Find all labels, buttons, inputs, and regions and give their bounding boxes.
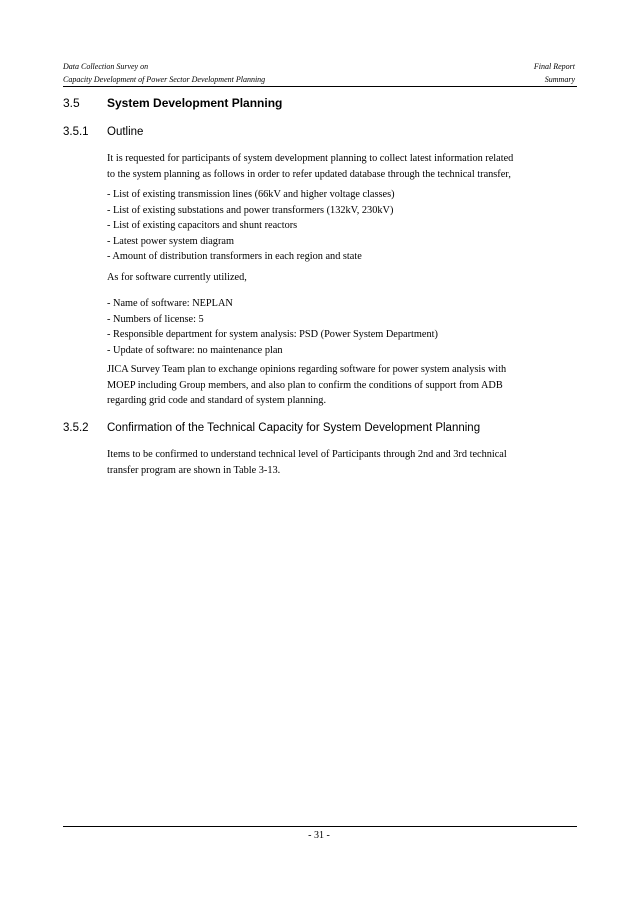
list-item: - List of existing substations and power transformers (132kV, 230kV) [107, 204, 394, 216]
header-report-type: Final Report [533, 62, 575, 71]
paragraph-line: JICA Survey Team plan to exchange opinions regarding software for power system analysis with [107, 364, 507, 375]
list-item: - Name of software: NEPLAN [107, 298, 233, 309]
software-list [107, 296, 575, 358]
subsection-number: 3.5.1 [63, 126, 89, 138]
paragraph-line: It is requested for participants of system development planning to collect latest information related [107, 153, 514, 164]
paragraph-line: Items to be confirmed to understand technical level of Participants through 2nd and 3rd technical [107, 449, 507, 460]
data-request-list [107, 187, 575, 265]
subsection-heading-outline [63, 124, 143, 140]
software-intro [107, 270, 575, 286]
subsection-title: Outline [107, 126, 144, 138]
list-item: - List of existing capacitors and shunt reactors [107, 220, 298, 232]
header-rule [63, 86, 577, 87]
paragraph-line: transfer program are shown in Table 3-13. [107, 464, 281, 476]
outline-intro-paragraph [107, 151, 575, 182]
jica-paragraph [107, 362, 575, 409]
paragraph-line: to the system planning as follows in order to refer updated database through the technical transfer, [107, 168, 511, 180]
list-item: - Responsible department for system analysis: PSD (Power System Department) [107, 329, 438, 341]
footer-rule [63, 826, 577, 827]
section-title: System Development Planning [107, 96, 283, 110]
list-item: - Update of software: no maintenance plan [107, 344, 283, 356]
subsection-number: 3.5.2 [63, 422, 89, 434]
section-number: 3.5 [63, 96, 80, 110]
paragraph-line: regarding grid code and standard of system planning. [107, 395, 327, 407]
subsection-title: Confirmation of the Technical Capacity for System Development Planning [107, 422, 481, 434]
header-survey-title: Data Collection Survey on [63, 62, 149, 71]
header-project-title: Capacity Development of Power Sector Development Planning [63, 75, 266, 84]
paragraph-line: MOEP including Group members, and also plan to confirm the conditions of support from ADB [107, 379, 503, 391]
paragraph-line: As for software currently utilized, [107, 272, 247, 283]
page-number: - 31 - [308, 830, 330, 841]
list-item: - Latest power system diagram [107, 235, 234, 247]
list-item: - Amount of distribution transformers in each region and state [107, 251, 362, 263]
page-header [63, 60, 575, 86]
confirmation-paragraph [107, 447, 575, 478]
header-report-section: Summary [544, 75, 575, 84]
section-heading [63, 95, 282, 111]
list-item: - Numbers of license: 5 [107, 313, 204, 325]
subsection-heading-confirmation [63, 420, 480, 436]
list-item: - List of existing transmission lines (66kV and higher voltage classes) [107, 189, 395, 200]
